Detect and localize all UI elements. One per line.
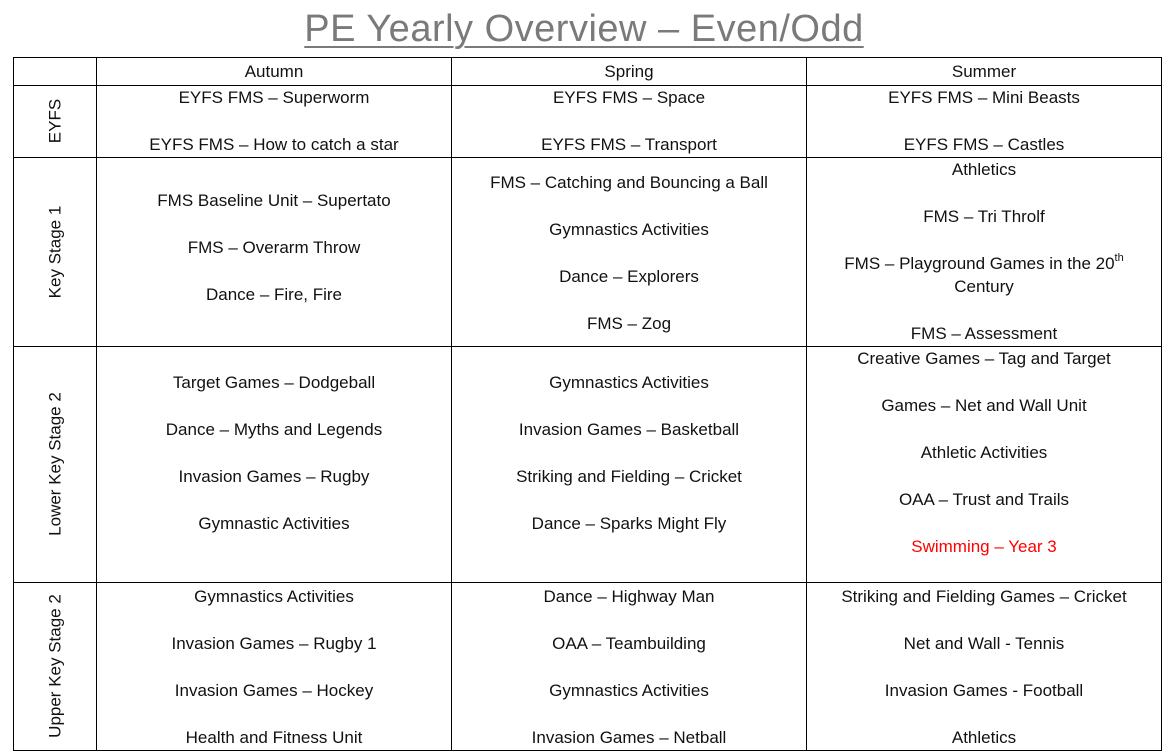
- column-header-summer: Summer: [807, 58, 1162, 86]
- list-item: Gymnastic Activities: [198, 513, 350, 533]
- list-item: Invasion Games – Hockey: [174, 680, 374, 700]
- list-item: Games – Net and Wall Unit: [881, 395, 1087, 415]
- cell-lks2-spring: [452, 346, 807, 582]
- list-item: OAA – Trust and Trails: [898, 489, 1070, 509]
- list-item: FMS Baseline Unit – Supertato: [157, 190, 391, 210]
- cell-ks1-summer: [807, 157, 1162, 346]
- row-label-eyfs: [14, 86, 97, 158]
- list-item: Dance – Myths and Legends: [165, 419, 383, 439]
- list-item: Invasion Games – Rugby: [178, 466, 370, 486]
- list-item: EYFS FMS – Mini Beasts: [888, 88, 1080, 107]
- cell-lks2-autumn: [97, 346, 452, 582]
- superscript: th: [1114, 251, 1124, 264]
- table-row-lks2: [14, 346, 1162, 582]
- cell-uks2-autumn: [97, 582, 452, 750]
- cell-lks2-summer: [807, 346, 1162, 582]
- list-item: Striking and Fielding – Cricket: [516, 466, 742, 486]
- table-row-uks2: [14, 582, 1162, 750]
- list-item: OAA – Teambuilding: [552, 633, 706, 653]
- column-header-spring: Spring: [452, 58, 807, 86]
- list-item: EYFS FMS – How to catch a star: [149, 135, 399, 154]
- list-item: Invasion Games – Rugby 1: [171, 633, 377, 653]
- page-title: PE Yearly Overview – Even/Odd: [304, 8, 864, 50]
- list-item: FMS – Zog: [586, 313, 672, 333]
- header-row: [14, 58, 1162, 86]
- corner-cell: [14, 58, 97, 86]
- row-label-text: Lower Key Stage 2: [45, 392, 65, 536]
- list-item: Dance – Highway Man: [543, 586, 715, 606]
- cell-eyfs-spring: [452, 86, 807, 158]
- list-item: Century: [954, 277, 1014, 296]
- list-item: Net and Wall - Tennis: [903, 633, 1065, 653]
- list-item: Invasion Games – Basketball: [518, 419, 740, 439]
- list-item: Gymnastics Activities: [194, 586, 354, 606]
- list-item: Health and Fitness Unit: [185, 727, 363, 747]
- row-label-text: Key Stage 1: [45, 205, 65, 298]
- list-item: FMS – Assessment: [910, 324, 1058, 343]
- list-item: Invasion Games - Football: [884, 680, 1084, 700]
- list-item: FMS – Tri Throlf: [923, 206, 1045, 226]
- list-item: EYFS FMS – Superworm: [178, 88, 370, 107]
- list-item: Gymnastics Activities: [549, 219, 709, 239]
- cell-uks2-summer: [807, 582, 1162, 750]
- list-item-highlighted: Swimming – Year 3: [911, 536, 1057, 556]
- list-item: Dance – Sparks Might Fly: [531, 513, 727, 533]
- list-item: Creative Games – Tag and Target: [857, 348, 1111, 368]
- column-header-autumn: Autumn: [97, 58, 452, 86]
- list-item-text: FMS – Playground Games in the 20: [844, 253, 1115, 273]
- list-item: Dance – Explorers: [559, 266, 699, 286]
- list-item: FMS – Overarm Throw: [187, 237, 361, 257]
- row-label-text: EYFS: [45, 99, 65, 144]
- cell-eyfs-summer: [807, 86, 1162, 158]
- row-label-uks2: [14, 582, 97, 750]
- list-item: Athletic Activities: [920, 442, 1048, 462]
- list-item: Gymnastics Activities: [549, 372, 709, 392]
- list-item: Invasion Games – Netball: [531, 727, 727, 747]
- cell-eyfs-autumn: [97, 86, 452, 158]
- row-label-text: Upper Key Stage 2: [45, 594, 65, 738]
- list-item: [807, 252, 1161, 276]
- list-item: Striking and Fielding Games – Cricket: [841, 586, 1127, 606]
- row-label-lks2: [14, 346, 97, 582]
- list-item: Target Games – Dodgeball: [172, 372, 376, 392]
- list-item: EYFS FMS – Castles: [903, 135, 1065, 154]
- cell-uks2-spring: [452, 582, 807, 750]
- list-item: EYFS FMS – Space: [552, 88, 706, 107]
- list-item: Athletics: [951, 159, 1017, 179]
- list-item: Athletics: [951, 727, 1017, 747]
- overview-table: [13, 57, 1162, 751]
- cell-ks1-autumn: [97, 157, 452, 346]
- list-item: EYFS FMS – Transport: [541, 135, 717, 154]
- cell-ks1-spring: [452, 157, 807, 346]
- table-row-eyfs: [14, 86, 1162, 158]
- row-label-ks1: [14, 157, 97, 346]
- table-row-ks1: [14, 157, 1162, 346]
- list-item: FMS – Catching and Bouncing a Ball: [490, 172, 768, 192]
- list-item: Dance – Fire, Fire: [205, 284, 343, 304]
- list-item: Gymnastics Activities: [549, 680, 709, 700]
